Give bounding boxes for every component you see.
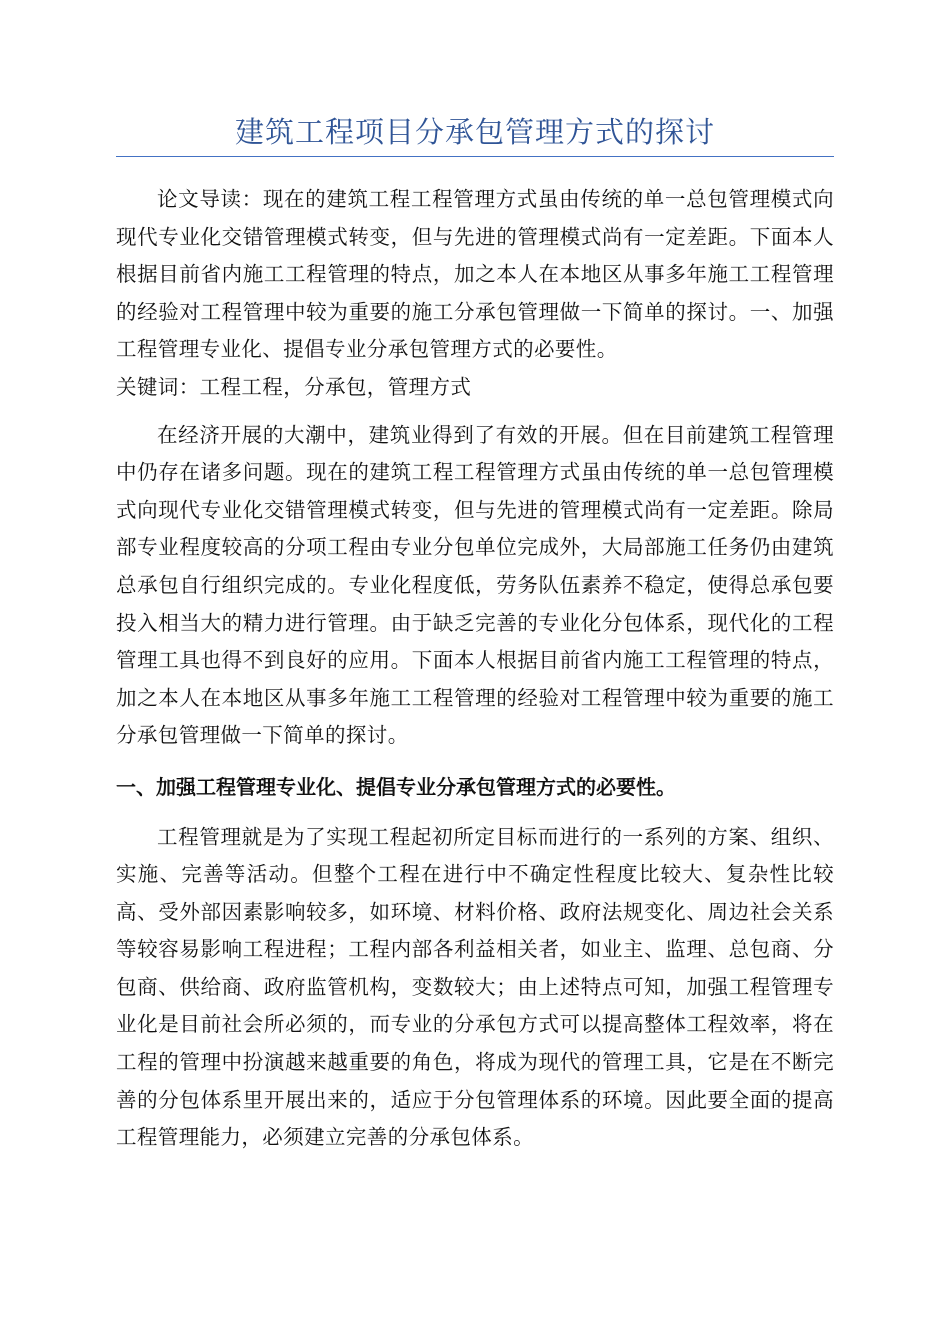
intro-paragraph: 论文导读：现在的建筑工程工程管理方式虽由传统的单一总包管理模式向现代专业化交错管理模式转变，但与先进的管理模式尚有一定差距。下面本人根据目前省内施工工程管理的特点，加之本人在本地区从事多年施工工程管理的经验对工程管理中较为重要的施工分承包管理做一下简单的探讨。一、加强工程管理专业化、提倡专业分承包管理方式的必要性。: [116, 187, 834, 362]
keywords-line: 关键词：工程工程，分承包，管理方式: [116, 374, 472, 399]
document-title: 建筑工程项目分承包管理方式的探讨: [116, 110, 834, 157]
body-paragraph-2: 工程管理就是为了实现工程起初所定目标而进行的一系列的方案、组织、实施、完善等活动。但整个工程在进行中不确定性程度比较大、复杂性比较高、受外部因素影响较多，如环境、材料价格、政府法规变化、周边社会关系等较容易影响工程进程；工程内部各利益相关者，如业主、监理、总包商、分包商、供给商、政府监管机构，变数较大；由上述特点可知，加强工程管理专业化是目前社会所必须的，而专业的分承包方式可以提高整体工程效率，将在工程的管理中扮演越来越重要的角色，将成为现代的管理工具，它是在不断完善的分包体系里开展出来的，适应于分包管理体系的环境。因此要全面的提高工程管理能力，必须建立完善的分承包体系。: [116, 824, 834, 1150]
section-heading-1: 一、加强工程管理专业化、提倡专业分承包管理方式的必要性。: [116, 774, 676, 799]
document-page: [116, 110, 834, 1157]
body-paragraph-1: 在经济开展的大潮中，建筑业得到了有效的开展。但在目前建筑工程管理中仍存在诸多问题。现在的建筑工程工程管理方式虽由传统的单一总包管理模式向现代专业化交错管理模式转变，但与先进的管理模式尚有一定差距。除局部专业程度较高的分项工程由专业分包单位完成外，大局部施工任务仍由建筑总承包自行组织完成的。专业化程度低，劳务队伍素养不稳定，使得总承包要投入相当大的精力进行管理。由于缺乏完善的专业化分包体系，现代化的工程管理工具也得不到良好的应用。下面本人根据目前省内施工工程管理的特点，加之本人在本地区从事多年施工工程管理的经验对工程管理中较为重要的施工分承包管理做一下简单的探讨。: [116, 422, 834, 748]
